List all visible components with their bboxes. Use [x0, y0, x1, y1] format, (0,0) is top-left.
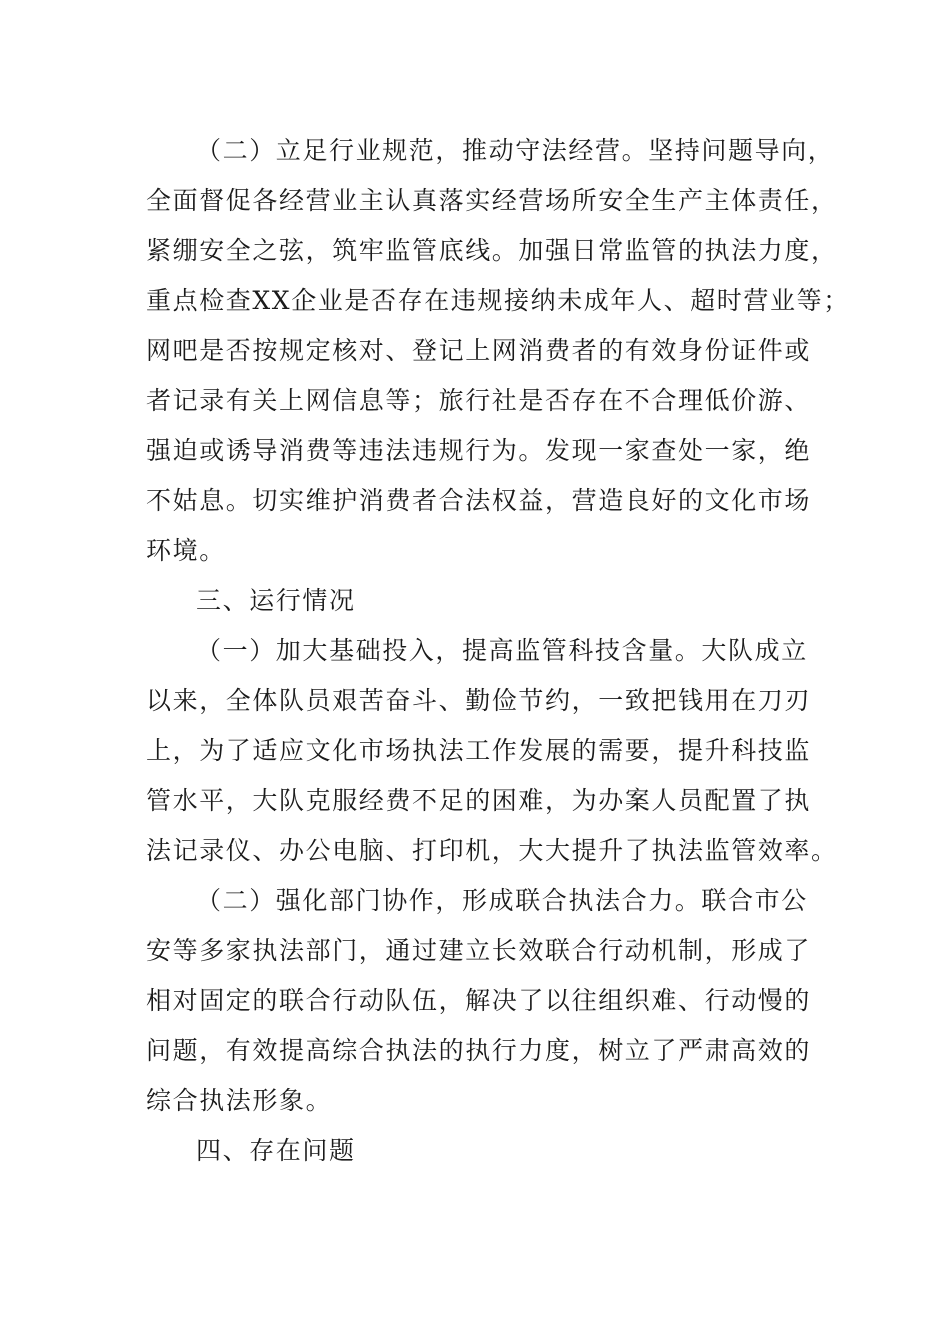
paragraph-line: 重点检查XX企业是否存在违规接纳未成年人、超时营业等；	[146, 286, 850, 315]
paragraph-line: 紧绷安全之弦，筑牢监管底线。加强日常监管的执法力度，	[146, 236, 838, 265]
paragraph-line: 不姑息。切实维护消费者合法权益，营造良好的文化市场	[146, 486, 812, 515]
paragraph-line: 综合执法形象。	[146, 1086, 333, 1115]
paragraph-line: 安等多家执法部门，通过建立长效联合行动机制，形成了	[146, 936, 812, 965]
paragraph-line: 相对固定的联合行动队伍，解决了以往组织难、行动慢的	[146, 986, 812, 1015]
paragraph-line: 上，为了适应文化市场执法工作发展的需要，提升科技监	[146, 736, 812, 765]
paragraph-line: 以来，全体队员艰苦奋斗、勤俭节约，一致把钱用在刀刃	[146, 686, 812, 715]
paragraph-line: （一）加大基础投入，提高监管科技含量。大队成立	[196, 636, 808, 665]
paragraph-line: 全面督促各经营业主认真落实经营场所安全生产主体责任，	[146, 186, 838, 215]
paragraph-line: 者记录有关上网信息等；旅行社是否存在不合理低价游、	[146, 386, 812, 415]
paragraph-line: （二）强化部门协作，形成联合执法合力。联合市公	[196, 886, 808, 915]
section-heading: 三、运行情况	[196, 586, 356, 615]
paragraph-line: 网吧是否按规定核对、登记上网消费者的有效身份证件或	[146, 336, 812, 365]
paragraph-line: 环境。	[146, 536, 226, 565]
section-heading: 四、存在问题	[196, 1136, 356, 1165]
paragraph-line: 强迫或诱导消费等违法违规行为。发现一家查处一家，绝	[146, 436, 812, 465]
paragraph-line: 问题，有效提高综合执法的执行力度，树立了严肃高效的	[146, 1036, 812, 1065]
paragraph-line: 法记录仪、办公电脑、打印机，大大提升了执法监管效率。	[146, 836, 838, 865]
paragraph-line: （二）立足行业规范，推动守法经营。坚持问题导向，	[196, 136, 835, 165]
paragraph-line: 管水平，大队克服经费不足的困难，为办案人员配置了执	[146, 786, 812, 815]
